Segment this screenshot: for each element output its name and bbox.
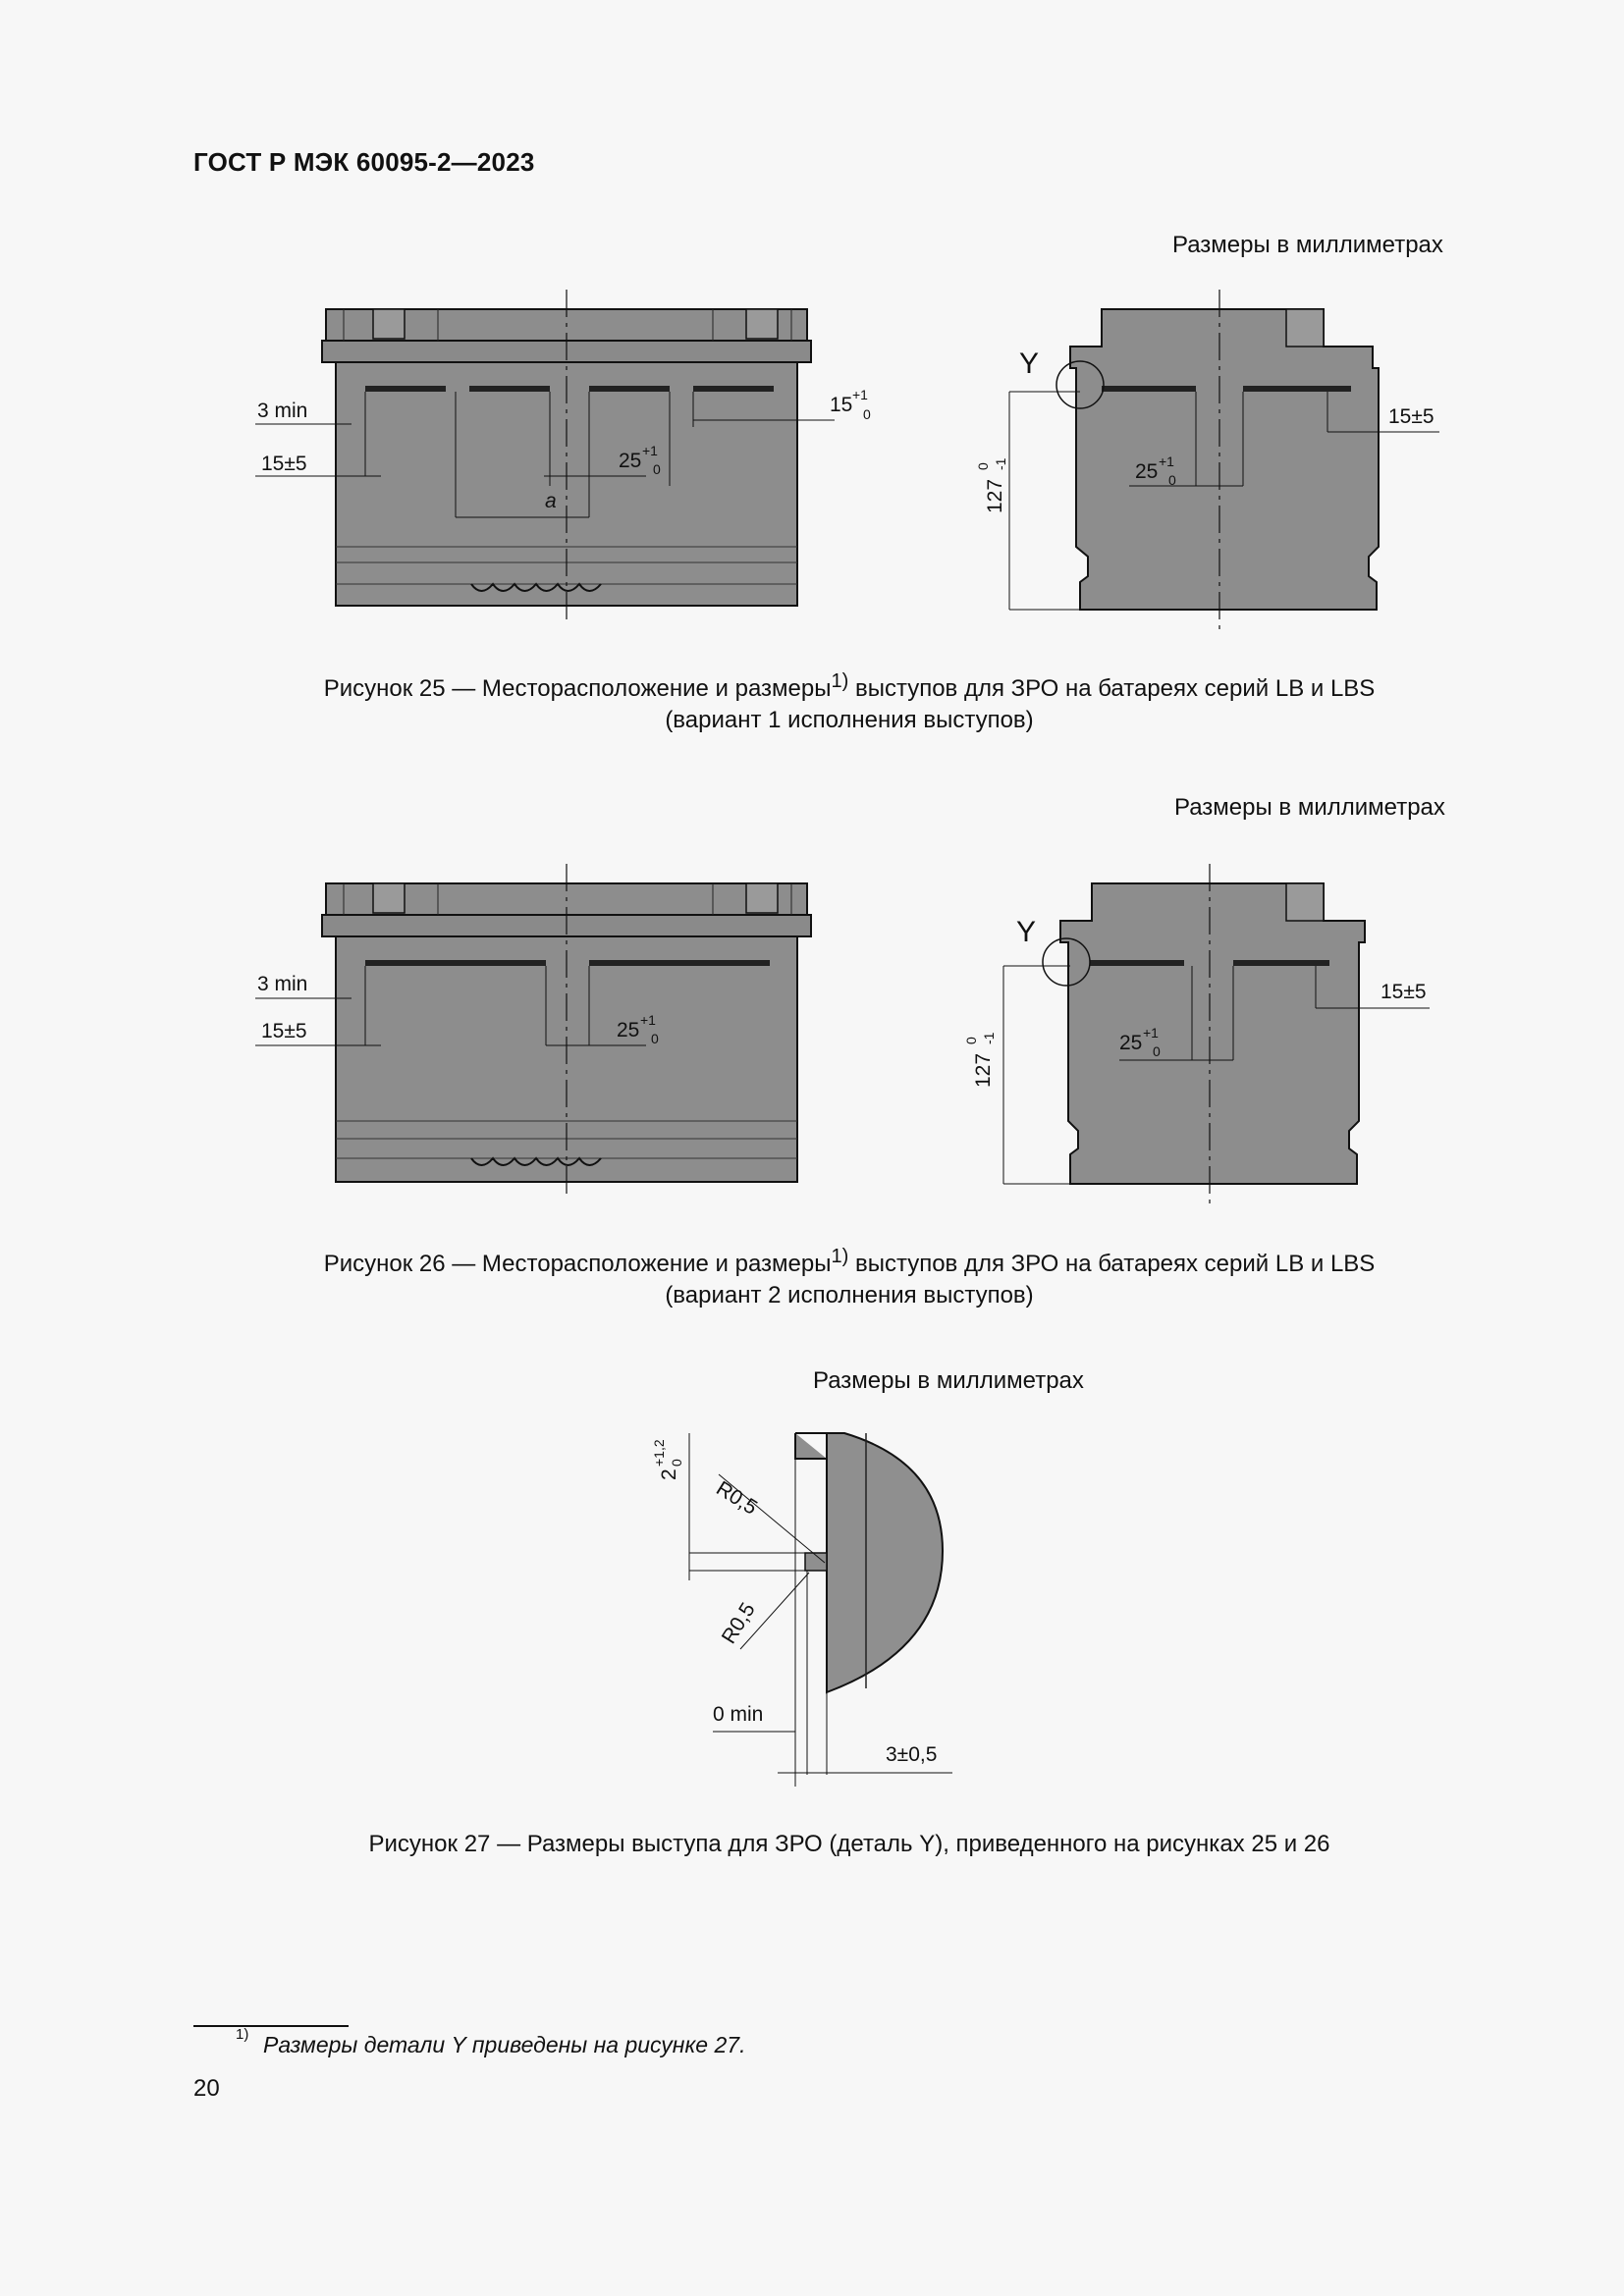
figure-26-side-view (962, 864, 1434, 1207)
units-label-fig26: Размеры в миллиметрах (1174, 794, 1445, 821)
svg-text:+1: +1 (1143, 1025, 1159, 1041)
svg-text:0: 0 (1153, 1043, 1161, 1059)
dim-25-26: 25 (617, 1019, 640, 1041)
detail-y-label-26: Y (1016, 916, 1037, 948)
radius-2: R0,5 (717, 1598, 760, 1648)
svg-text:+1: +1 (1159, 454, 1174, 469)
document-header: ГОСТ Р МЭК 60095-2—2023 (193, 147, 535, 177)
page-number: 20 (193, 2075, 220, 2102)
svg-text:0: 0 (963, 1037, 979, 1044)
detail-y-label: Y (1019, 347, 1040, 380)
svg-text:0: 0 (863, 406, 871, 422)
dim-3pm05: 3±0,5 (886, 1743, 938, 1766)
svg-text:+1: +1 (640, 1012, 656, 1028)
figure-26-caption: Рисунок 26 — Месторасположение и размеры$^{1)}$ выступов для ЗРО на батареях серий LB и LBS (вариант 2 исполнения выступов) (323, 1246, 1376, 1308)
dim-2: 2 (658, 1468, 680, 1480)
radius-1: R0,5 (712, 1476, 762, 1520)
figure-27-caption: Рисунок 27 — Размеры выступа для ЗРО (деталь Y), приведенного на рисунках 25 и 26 (368, 1831, 1330, 1857)
svg-text:-1: -1 (981, 1032, 997, 1044)
svg-text:0: 0 (653, 461, 661, 477)
dim-3min-26: 3 min (257, 973, 308, 995)
svg-text:0: 0 (1168, 472, 1176, 488)
dim-25-side: 25 (1135, 460, 1159, 483)
figure-25-side-view (972, 290, 1443, 633)
dim-15pm5-26: 15±5 (261, 1020, 307, 1042)
dim-15pm5-side-26: 15±5 (1380, 981, 1427, 1003)
svg-text:0: 0 (975, 462, 991, 470)
svg-text:0: 0 (669, 1459, 684, 1467)
dim-127-26: 127 (972, 1052, 995, 1088)
footnote-rule (193, 2025, 349, 2027)
footnote (236, 2026, 746, 2058)
dim-25-side-26: 25 (1119, 1032, 1143, 1054)
dim-0min: 0 min (713, 1703, 764, 1726)
dim-15pm5-side: 15±5 (1388, 405, 1435, 428)
figure-25-caption: Рисунок 25 — Месторасположение и размеры$^{1)}$ выступов для ЗРО на батареях серий LB и LBS (вариант 1 исполнения выступов) (323, 670, 1376, 733)
footnote-mark: 1) (236, 2026, 249, 2043)
dim-25: 25 (619, 450, 642, 472)
dim-127: 127 (984, 478, 1006, 513)
units-label-fig25: Размеры в миллиметрах (1172, 232, 1443, 258)
figure-25-front-view (245, 290, 893, 633)
units-label-fig27: Размеры в миллиметрах (813, 1367, 1084, 1394)
dim-15pm5: 15±5 (261, 453, 307, 475)
figure-26-front-view (245, 864, 893, 1207)
dim-3min: 3 min (257, 400, 308, 422)
svg-text:-1: -1 (993, 457, 1008, 470)
svg-text:+1,2: +1,2 (651, 1439, 667, 1467)
footnote-text: Размеры детали Y приведены на рисунке 27. (263, 2032, 746, 2057)
svg-text:0: 0 (651, 1031, 659, 1046)
figure-27-detail-y (648, 1414, 982, 1787)
svg-text:+1: +1 (852, 387, 868, 402)
dim-15: 15 (830, 394, 853, 416)
dim-a: a (545, 490, 557, 512)
svg-text:+1: +1 (642, 443, 658, 458)
